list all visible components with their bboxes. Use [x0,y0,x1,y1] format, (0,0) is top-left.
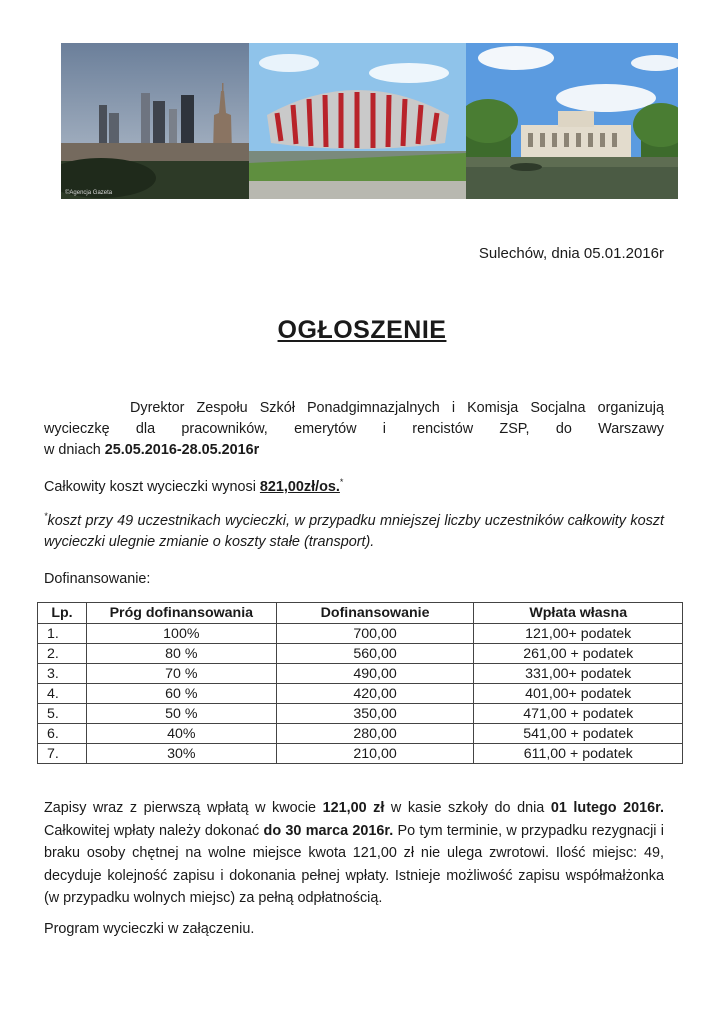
intro-dates-line [44,440,664,461]
warsaw-skyline-icon [61,43,249,199]
col-header-funding: Dofinansowanie [276,603,474,624]
row-own-payment: 471,00 + podatek [474,704,683,724]
row-threshold: 40% [86,724,276,744]
row-funding: 490,00 [276,664,474,684]
funding-table [37,602,683,764]
registration-text-2: w kasie szkoły do dnia [384,800,551,816]
funding-label: Dofinansowanie: [44,571,151,587]
row-threshold: 60 % [86,684,276,704]
row-threshold: 80 % [86,644,276,664]
program-note: Program wycieczki w załączeniu. [44,921,255,937]
footnote-marker: * [44,511,48,522]
row-funding: 700,00 [276,624,474,644]
footnote-text: koszt przy 49 uczestnikach wycieczki, w przypadku mniejszej liczby uczestników całkowity koszt wycieczki ulegnie zmianie o koszty stałe (transport). [44,513,664,550]
row-own-payment: 121,00+ podatek [474,624,683,644]
lazienki-palace-icon [466,43,678,199]
cost-marker: * [339,477,344,488]
table-row [38,664,683,684]
row-threshold: 100% [86,624,276,644]
date-line: Sulechów, dnia 05.01.2016r [478,245,664,262]
row-own-payment: 611,00 + podatek [474,744,683,764]
row-own-payment: 401,00+ podatek [474,684,683,704]
row-lp: 4. [38,684,87,704]
row-threshold: 30% [86,744,276,764]
registration-paragraph [44,797,664,910]
intro-text: Dyrektor Zespołu Szkół Ponadgimnazjalnych i Komisja Socjalna organizują wycieczkę dla pracowników, emerytów i rencistów ZSP, do Warszawy [44,400,664,437]
row-threshold: 50 % [86,704,276,724]
page-title: OGŁOSZENIE [277,316,447,344]
first-payment-amount: 121,00 zł [322,800,385,816]
photo-credit: ©Agencja Gazeta [65,190,113,196]
row-funding: 280,00 [276,724,474,744]
row-lp: 7. [38,744,87,764]
row-own-payment: 331,00+ podatek [474,664,683,684]
cost-line [44,477,664,498]
intro-paragraph [44,398,664,461]
registration-text-4: Po tym terminie, w przypadku rezygnacji i braku osoby chętnej na wolne miejsce kwota 121,00 zł nie ulega zwrotowi. Ilość miejsc: 49, decyduje kolejność zapisu i dokonania pełnej wpłaty. Istnieje możliwość zapisu współmałżonka (w przypadku wolnych miejsc) za pełną odpłatnością. [44,822,664,906]
row-lp: 6. [38,724,87,744]
row-lp: 2. [38,644,87,664]
table-row [38,744,683,764]
col-header-own-payment: Wpłata własna [474,603,683,624]
cost-amount: 821,00zł/os. [259,479,340,495]
registration-text-1: Zapisy wraz z pierwszą wpłatą w kwocie [44,800,323,816]
intro-dates-prefix: w dniach [44,442,105,458]
col-header-threshold: Próg dofinansowania [86,603,276,624]
table-row [38,724,683,744]
row-own-payment: 261,00 + podatek [474,644,683,664]
col-header-lp: Lp. [38,603,87,624]
header-banner [61,43,678,199]
row-own-payment: 541,00 + podatek [474,724,683,744]
row-funding: 420,00 [276,684,474,704]
table-row [38,644,683,664]
registration-text-3: Całkowitej wpłaty należy dokonać [44,822,264,839]
table-row [38,704,683,724]
trip-dates: 25.05.2016-28.05.2016r [104,442,260,458]
row-lp: 1. [38,624,87,644]
row-lp: 3. [38,664,87,684]
table-header-row [38,603,683,624]
cost-prefix: Całkowity koszt wycieczki wynosi [44,479,260,495]
row-funding: 560,00 [276,644,474,664]
first-payment-deadline: 01 lutego 2016r. [550,800,664,816]
row-threshold: 70 % [86,664,276,684]
row-funding: 350,00 [276,704,474,724]
row-lp: 5. [38,704,87,724]
national-stadium-icon [249,43,466,199]
table-row [38,684,683,704]
table-row [38,624,683,644]
full-payment-deadline: do 30 marca 2016r. [263,822,394,839]
row-funding: 210,00 [276,744,474,764]
cost-footnote [44,511,664,553]
